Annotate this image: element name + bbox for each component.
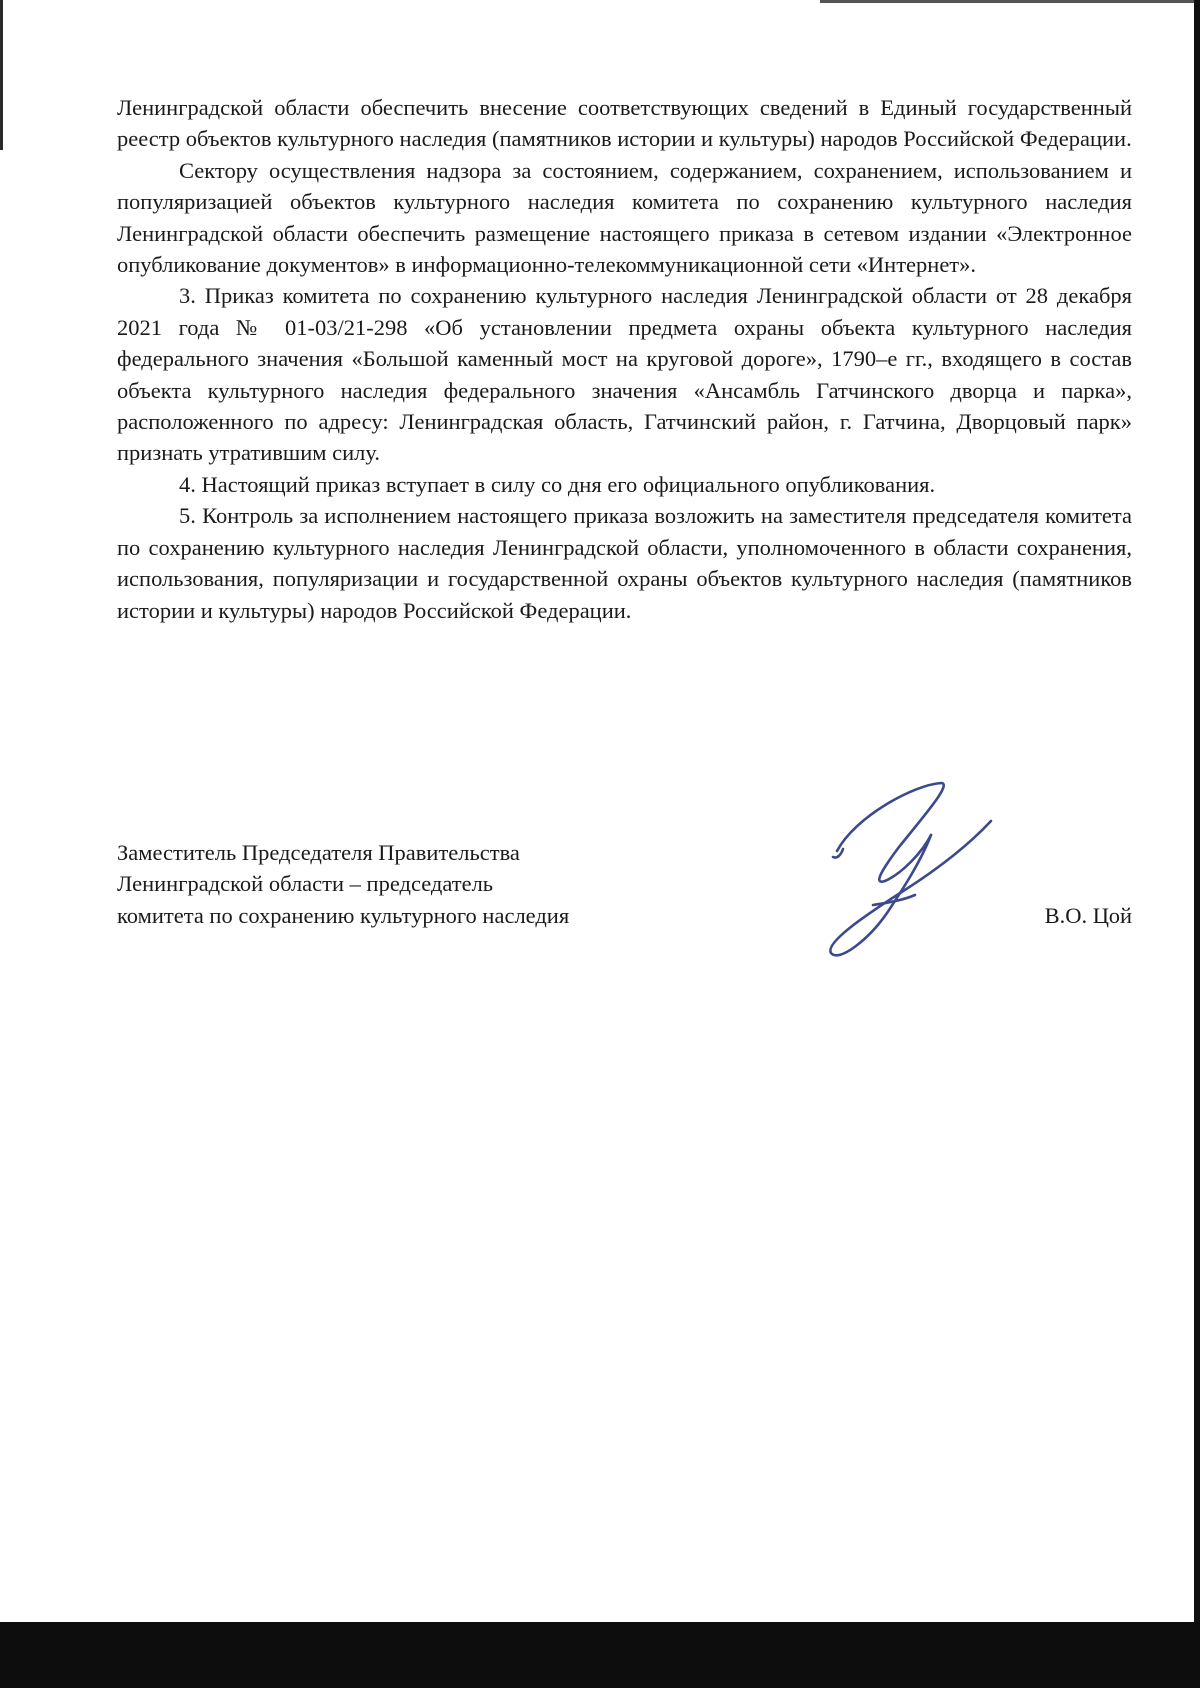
signatory-position-line: Ленинградской области – председатель xyxy=(117,871,494,897)
scan-edge-top xyxy=(820,0,1200,3)
scan-edge-left xyxy=(0,0,3,150)
document-body xyxy=(117,92,1132,626)
signatory-position-line: Заместитель Председателя Правительства xyxy=(117,840,520,865)
signatory-name: В.О. Цой xyxy=(1044,903,1132,928)
signature-block xyxy=(117,837,1132,967)
scan-edge-bottom xyxy=(0,1622,1200,1688)
paragraph-publication: Сектору осуществления надзора за состоянием, содержанием, сохранением, использованием и популяризацией объектов культурного наследия комитета по сохранению культурного наследия Ленинградской области обеспечить размещение настоящего приказа в сетевом издании «Электронное опубликование документов» в информационно-телекоммуникационной сети «Интернет». xyxy=(117,157,1132,278)
handwritten-signature xyxy=(803,777,993,977)
paragraph-item-3: 3. Приказ комитета по сохранению культурного наследия Ленинградской области от 28 декабря 2021 года № 01-03/21-298 «Об установлении предмета охраны объекта культурного наследия федерального значения «Большой каменный мост на круговой дороге», 1790–е гг., входящего в состав объекта культурного наследия федерального значения «Ансамбль Гатчинского дворца и парка», расположенного по адресу: Ленинградская область, Гатчинский район, г. Гатчина, Дворцовый парк» признать утратившим силу. xyxy=(117,283,1132,466)
signatory-position xyxy=(117,837,569,931)
paragraph-item-4: 4. Настоящий приказ вступает в силу со дня его официального опубликования. xyxy=(179,471,936,497)
paragraph-continuation: Ленинградской области обеспечить внесение соответствующих сведений в Единый государственный реестр объектов культурного наследия (памятников истории и культуры) народов Российской Федерации. xyxy=(117,95,1132,152)
scan-edge-right xyxy=(1194,0,1200,1688)
signatory-position-line: комитета по сохранению культурного наследия xyxy=(117,902,570,928)
paragraph-item-5: 5. Контроль за исполнением настоящего приказа возложить на заместителя председателя комитета по сохранению культурного наследия Ленинградской области, уполномоченного в области сохранения, использования, популяризации и государственной охраны объектов культурного наследия (памятников истории и культуры) народов Российской Федерации. xyxy=(117,503,1132,623)
